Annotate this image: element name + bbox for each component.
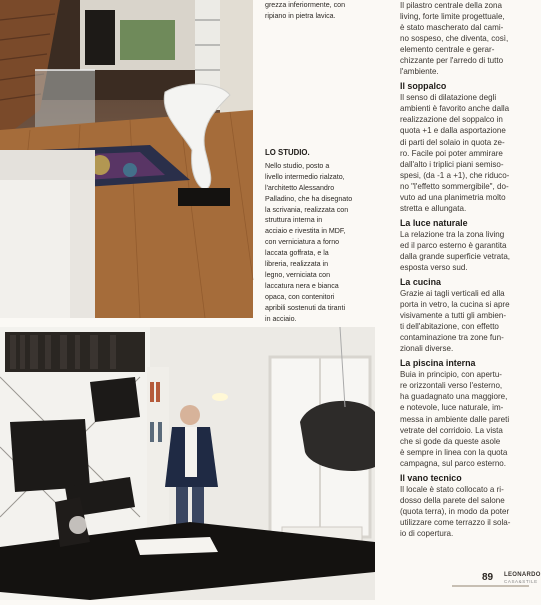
section-line: dosso della parete del salone	[400, 495, 505, 505]
section-line: spesi, (da -1 a +1), che riduco-	[400, 170, 510, 180]
section-line: quota +1 e dalla asportazione	[400, 126, 506, 136]
intro-line: elemento centrale e gerar-	[400, 45, 495, 55]
middle-top-text	[265, 0, 380, 22]
section-line: no "l'effetto sommergibile", do-	[400, 181, 509, 191]
studio-caption-line: l'architetto Alessandro	[265, 183, 335, 192]
section-line: ha guadagnato una maggiore,	[400, 392, 508, 402]
section-luce-naturale	[400, 217, 518, 273]
studio-caption-line: livello intermedio rialzato,	[265, 172, 345, 181]
section-line: contaminazione tra zone fun-	[400, 333, 504, 343]
section-line: è sempre in linea con la quota	[400, 447, 508, 457]
studio-caption-line: libreria, realizzata in	[265, 260, 329, 269]
section-line: io di copertura.	[400, 528, 454, 538]
section-piscina-interna	[400, 357, 518, 468]
section-line: ed il parco esterno è garantita	[400, 240, 507, 250]
studio-caption-line: laccatura nera e bianca	[265, 281, 339, 290]
section-vano-tecnico	[400, 472, 518, 539]
section-line: realizzazione del soppalco in	[400, 115, 503, 125]
studio-caption	[265, 148, 380, 325]
section-line: dall'alto i triplici piani semiso-	[400, 159, 504, 169]
section-heading: La piscina interna	[400, 358, 476, 369]
section-line: e notevole, luce naturale, im-	[400, 403, 504, 413]
section-line: (quota terra), in modo da poter	[400, 506, 510, 516]
section-line: utilizzare come terrazzo il sola-	[400, 517, 511, 527]
section-line: messa in ambiente dalle pareti	[400, 414, 510, 424]
section-line: La relazione tra la zona living	[400, 229, 505, 239]
living-room-illustration	[0, 0, 253, 318]
middle-top-line: ripiano in pietra lavica.	[265, 11, 336, 20]
section-line: che si gode da queste asole	[400, 436, 501, 446]
section-heading: Il vano tecnico	[400, 472, 462, 483]
section-line: zionali diverse.	[400, 344, 454, 354]
studio-caption-line: struttura interna in	[265, 216, 323, 225]
studio-caption-line: con verniciatura a forno	[265, 238, 340, 247]
intro-paragraph	[400, 0, 518, 77]
section-line: visivamente a tutti gli ambien-	[400, 311, 506, 321]
section-line: ambienti è favorito anche dalla	[400, 104, 510, 114]
page-number: 89	[482, 572, 494, 583]
section-line: Grazie ai tagli verticali ed alla	[400, 289, 505, 299]
section-line: dalla grande superficie vetrata,	[400, 251, 511, 261]
studio-caption-heading: LO STUDIO.	[265, 148, 310, 157]
section-line: Il senso di dilatazione degli	[400, 93, 497, 103]
studio-caption-line: acciaio e rivestita in MDF,	[265, 227, 346, 236]
section-line: campagna, sul parco esterno.	[400, 458, 507, 468]
section-line: ro. Facile poi poter ammirare	[400, 148, 503, 158]
section-soppalco	[400, 80, 518, 214]
intro-line: è stato mascherato dal cami-	[400, 23, 504, 33]
section-heading: La luce naturale	[400, 217, 468, 228]
section-heading: La cucina	[400, 277, 441, 288]
intro-line: Il pilastro centrale della zona	[400, 1, 502, 10]
studio-caption-line: legno, verniciata con	[265, 270, 331, 279]
page-footer	[452, 572, 541, 592]
magazine-name: LEONARDO	[504, 572, 541, 578]
section-line: Buia in principio, con apertu-	[400, 370, 502, 380]
intro-line: living, forte limite progettuale,	[400, 12, 505, 22]
section-line: ti dell'abitazione, con effetto	[400, 322, 499, 332]
studio-illustration	[0, 327, 375, 600]
studio-caption-line: Nello studio, posto a	[265, 161, 330, 170]
middle-top-line: grezza inferiormente, con	[265, 1, 346, 9]
intro-line: no sospeso, che diventa, così,	[400, 34, 509, 44]
section-cucina	[400, 276, 518, 354]
studio-caption-line: laccata goffrata, e la	[265, 249, 329, 258]
section-line: porta in vetro, la cucina si apre	[400, 300, 510, 310]
section-heading: Il soppalco	[400, 81, 447, 92]
section-line: vuto ad una planimetria molto	[400, 192, 506, 202]
article-column	[400, 0, 518, 539]
section-line: vetrate del corridoio. La vista	[400, 425, 503, 435]
living-room-photo	[0, 0, 253, 318]
studio-caption-line: Palladino, che ha disegnato	[265, 194, 353, 203]
section-line: re orizzontali verso l'esterno,	[400, 381, 503, 391]
section-line: esposta verso sud.	[400, 262, 468, 272]
studio-caption-line: la scrivania, realizzata con	[265, 205, 349, 214]
studio-caption-line: apribili sostenuti da tiranti	[265, 303, 346, 312]
studio-caption-line: opaca, con contenitori	[265, 292, 335, 301]
intro-line: chizzante per l'arredo di tutto	[400, 56, 504, 66]
studio-photo	[0, 327, 375, 600]
intro-line: l'ambiente.	[400, 67, 439, 77]
magazine-subtitle: CASA&STILE	[504, 579, 538, 584]
section-line: di parti del solaio in quota ze-	[400, 137, 505, 147]
section-line: stretta e allungata.	[400, 203, 467, 213]
section-line: Il locale è stato collocato a ri-	[400, 484, 504, 494]
studio-caption-line: in acciaio.	[265, 314, 297, 323]
magazine-logo	[504, 572, 541, 585]
